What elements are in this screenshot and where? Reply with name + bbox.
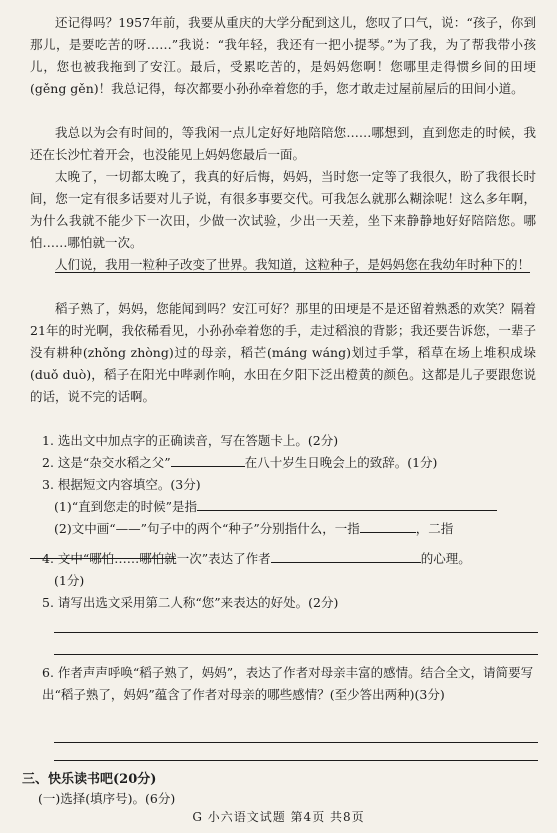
question-4-prompt: 4. 文中“哪怕……哪怕就一次”表达了作者 [42, 551, 271, 566]
question-5-answer-line-2[interactable] [54, 654, 538, 655]
passage-paragraph-1: 还记得吗？1957年前，我要从重庆的大学分配到这儿，您叹了口气，说：“孩子，你到那儿，是要吃苦的呀……”我说：“我年轻，我还有一把小提琴。”为了我，为了帮我带小孩儿，您也被我拖到了安江。最后，受累吃苦的，是妈妈您啊！您哪里走得惯乡间的田埂(gěng gěn)！我总记得，每次都要小孙孙牵着您的手，您才敢走过屋前屋后的田间小道。 [30, 15, 536, 96]
question-5-answer-line-1[interactable] [54, 632, 538, 633]
question-1: 1. 选出文中加点字的正确读音，写在答题卡上。(2分) [42, 433, 339, 448]
underlined-sentence: 人们说，我用一粒种子改变了世界。我知道，这粒种子，是妈妈您在我幼年时种下的！ [55, 257, 531, 272]
question-3-2-blank-1[interactable] [360, 518, 416, 533]
question-4-score: (1分) [54, 573, 85, 588]
question-3-1-blank[interactable] [197, 496, 497, 511]
question-3-2-prompt: (2)文中画“——”句子中的两个“种子”分别指什么，一指 [54, 521, 360, 536]
section-3-subtitle: (一)选择(填序号)。(6分) [38, 791, 176, 806]
question-3-2 [54, 518, 536, 540]
question-2-prefix: 2. 这是“杂交水稻之父” [42, 455, 171, 470]
question-2-suffix: 在八十岁生日晚会上的致辞。(1分) [244, 455, 438, 470]
question-3-1-prompt: (1)“直到您走的时候”是指 [54, 499, 197, 514]
page-footer: G 小六语文试题 第4页 共8页 [192, 810, 365, 824]
passage-paragraph-4 [30, 254, 536, 276]
question-4-suffix: 的心理。 [420, 551, 471, 566]
question-6-answer-line-1[interactable] [54, 742, 538, 743]
question-6: 6. 作者声声呼唤“稻子熟了，妈妈”，表达了作者对母亲丰富的感情。结合全文，请简要写出“稻子熟了，妈妈”蕴含了作者对母亲的哪些感情？(至少答出两种)(3分) [42, 665, 534, 702]
question-4 [42, 548, 536, 570]
question-5: 5. 请写出选文采用第二人称“您”来表达的好处。(2分) [42, 595, 339, 610]
question-2-blank[interactable] [171, 452, 245, 467]
question-3: 3. 根据短文内容填空。(3分) [42, 477, 201, 492]
question-4-blank[interactable] [271, 548, 421, 563]
question-2 [42, 452, 536, 474]
question-3-1 [54, 496, 536, 518]
passage-paragraph-2: 我总以为会有时间的，等我闲一点儿定好好地陪陪您……哪想到，直到您走的时候，我还在长沙忙着开会，也没能见上妈妈您最后一面。 [30, 125, 536, 162]
section-3-title: 三、快乐读书吧(20分) [22, 772, 157, 787]
question-3-2-mid: ，二指 [415, 521, 454, 536]
passage-paragraph-5: 稻子熟了，妈妈，您能闻到吗？安江可好？那里的田埂是不是还留着熟悉的欢笑？隔着21年的时光啊，我依稀看见，小孙孙牵着您的手，走过稻浪的背影；我还要告诉您，一辈子没有耕种(zhǒng zhòng)过的母亲，稻芒(máng wáng)划过手掌，稻草在场上堆积成垛(duǒ duò)，稻子在阳光中哔剥作响，水田在夕阳下泛出橙黄的颜色。这都是儿子要跟您说的话，说不完的话啊。 [30, 301, 536, 404]
passage-paragraph-3: 太晚了，一切都太晚了，我真的好后悔，妈妈，当时您一定等了我很久，盼了我很长时间，您一定有很多话要对儿子说，有很多事要交代。可我怎么就那么糊涂呢！这么多年啊，为什么我就不能少下一次田，少做一次试验，少出一天差，坐下来静静地好好陪陪您。哪怕……哪怕就一次。 [30, 169, 536, 250]
question-6-answer-line-2[interactable] [54, 760, 538, 761]
